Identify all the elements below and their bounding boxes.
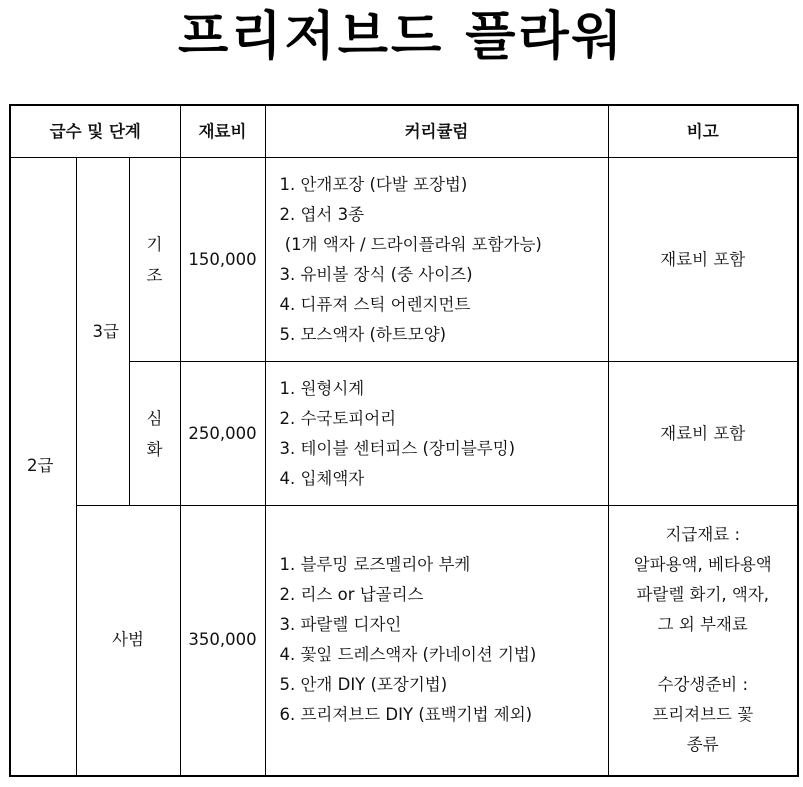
note-instructor-line: 그 외 부재료 [657,615,748,635]
note-instructor-line: 파랄렐 화기, 액자, [636,585,770,605]
curriculum-instructor-item: 5. 안개 DIY (포장기법) [279,675,448,695]
curriculum-advanced [265,362,608,506]
curriculum-basic-item: 3. 유비볼 장식 (중 사이즈) [279,264,473,284]
curriculum-instructor-item: 4. 꽃잎 드레스액자 (카네이션 기법) [279,645,537,665]
fee-advanced: 250,000 [180,362,265,506]
note-advanced: 재료비 포함 [608,362,798,506]
stage-basic-char-1: 기 [146,234,163,254]
note-instructor-line: 종류 [686,735,719,755]
curriculum-advanced-item: 2. 수국토피어리 [279,408,397,428]
curriculum-basic-item: 1. 안개포장 (다발 포장법) [279,174,468,194]
note-instructor-line: 지급재료 : [665,525,741,545]
header-row [10,105,798,158]
curriculum-advanced-item: 1. 원형시계 [279,378,365,398]
curriculum-table [9,104,799,777]
curriculum-basic-item: 4. 디퓨져 스틱 어렌지먼트 [279,294,471,314]
header-grade: 급수 및 단계 [10,105,180,158]
stage-advanced-cell [129,362,180,506]
grade-2-cell: 2급 [10,158,76,776]
curriculum-basic-item: 5. 모스액자 (하트모양) [279,324,447,344]
curriculum-instructor-item: 2. 리스 or 납골리스 [279,585,424,605]
grade-3-cell: 3급 [76,158,129,506]
header-curriculum: 커리큘럼 [265,105,608,158]
note-instructor-line: 알파용액, 베타용액 [633,555,772,575]
curriculum-advanced-item: 3. 테이블 센터피스 (장미블루밍) [279,438,516,458]
instructor-label: 사범 [76,506,180,776]
curriculum-instructor-item: 1. 블루밍 로즈멜리아 부케 [279,555,471,575]
table-row-instructor [10,506,798,776]
table-row-basic [10,158,798,362]
stage-basic-char-2: 조 [146,265,163,285]
note-instructor-spacer [609,640,798,670]
fee-basic: 150,000 [180,158,265,362]
note-basic: 재료비 포함 [608,158,798,362]
note-instructor-line: 수강생준비 : [657,675,748,695]
curriculum-advanced-item: 4. 입체액자 [279,468,365,488]
header-note: 비고 [608,105,798,158]
table-row-advanced [10,362,798,506]
curriculum-instructor-item: 6. 프리져브드 DIY (표백기법 제외) [279,705,533,725]
stage-basic-cell [129,158,180,362]
curriculum-basic-item: (1개 액자 / 드라이플라워 포함가능) [279,234,542,254]
stage-advanced-char-1: 심 [146,408,163,428]
curriculum-instructor-item: 3. 파랄렐 디자인 [279,615,402,635]
curriculum-instructor [265,506,608,776]
curriculum-basic-item: 2. 엽서 3종 [279,204,365,224]
header-fee: 재료비 [180,105,265,158]
page-title: 프리저브드 플라워 [178,7,625,67]
note-instructor-line: 프리져브드 꽃 [652,705,754,725]
note-instructor [608,506,798,776]
curriculum-basic [265,158,608,362]
stage-advanced-char-2: 화 [146,439,163,459]
fee-instructor: 350,000 [180,506,265,776]
